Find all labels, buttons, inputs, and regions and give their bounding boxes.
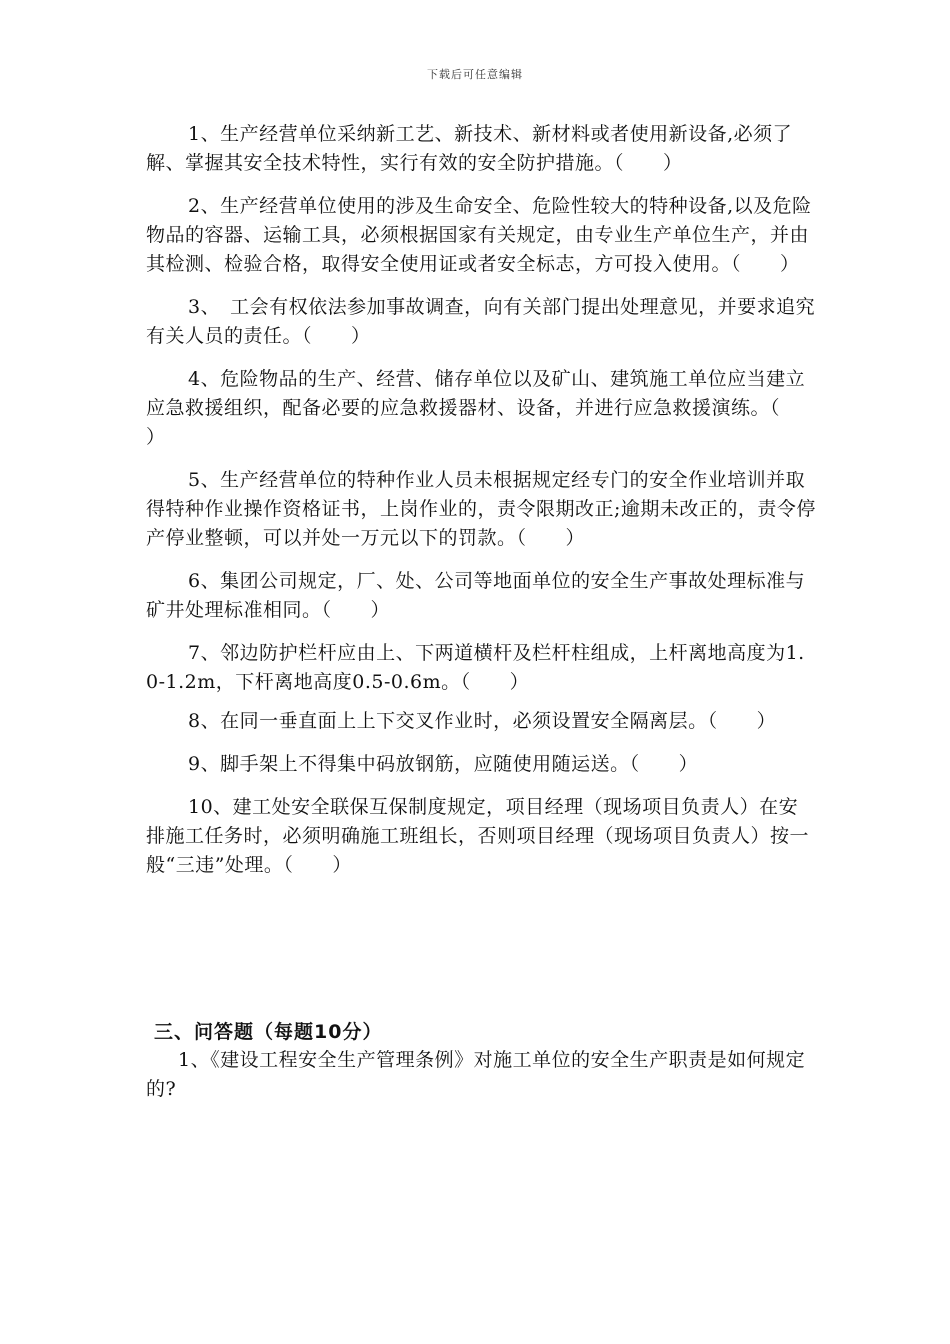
page-header: 下载后可任意编辑 — [427, 68, 523, 81]
question-3: 3、 工会有权依法参加事故调查，向有关部门提出处理意见，并要求追究有关人员的责任。（ ） — [146, 296, 816, 347]
question-7: 7、邻边防护栏杆应由上、下两道横杆及栏杆柱组成，上杆离地高度为1.0-1.2m，下杆离地高度0.5-0.6m。（ ） — [146, 642, 805, 693]
true-false-questions — [146, 120, 820, 894]
question-5: 5、生产经营单位的特种作业人员未根据规定经专门的安全作业培训并取得特种作业操作资格证书，上岗作业的，责令限期改正;逾期未改正的，责令停产停业整顿，可以并处一万元以下的罚款。（ ） — [146, 469, 816, 549]
question-1: 1、生产经营单位采纳新工艺、新技术、新材料或者使用新设备,必须了解、掌握其安全技术特性，实行有效的安全防护措施。（ ） — [146, 123, 793, 174]
question-2: 2、生产经营单位使用的涉及生命安全、危险性较大的特种设备,以及危险物品的容器、运输工具，必须根据国家有关规定，由专业生产单位生产，并由其检测、检验合格，取得安全使用证或者安全标志，方可投入使用。（ ） — [146, 195, 812, 275]
question-4: 4、危险物品的生产、经营、储存单位以及矿山、建筑施工单位应当建立应急救援组织，配备必要的应急救援器材、设备，并进行应急救援演练。（ ） — [146, 368, 820, 448]
question-6: 6、集团公司规定，厂、处、公司等地面单位的安全生产事故处理标准与矿井处理标准相同。（ ） — [146, 570, 806, 621]
question-9: 9、脚手架上不得集中码放钢筋，应随使用随运送。（ ） — [188, 753, 699, 775]
section-title: 三、问答题（每题10分） — [154, 1021, 383, 1043]
question-8: 8、在同一垂直面上上下交叉作业时，必须设置安全隔离层。（ ） — [188, 710, 777, 732]
essay-question-1: 1、《建设工程安全生产管理条例》对施工单位的安全生产职责是如何规定的? — [146, 1049, 806, 1100]
question-10: 10、建工处安全联保互保制度规定，项目经理（现场项目负责人）在安排施工任务时，必须明确施工班组长，否则项目经理（现场项目负责人）按一般“三违”处理。（ ） — [146, 796, 810, 876]
